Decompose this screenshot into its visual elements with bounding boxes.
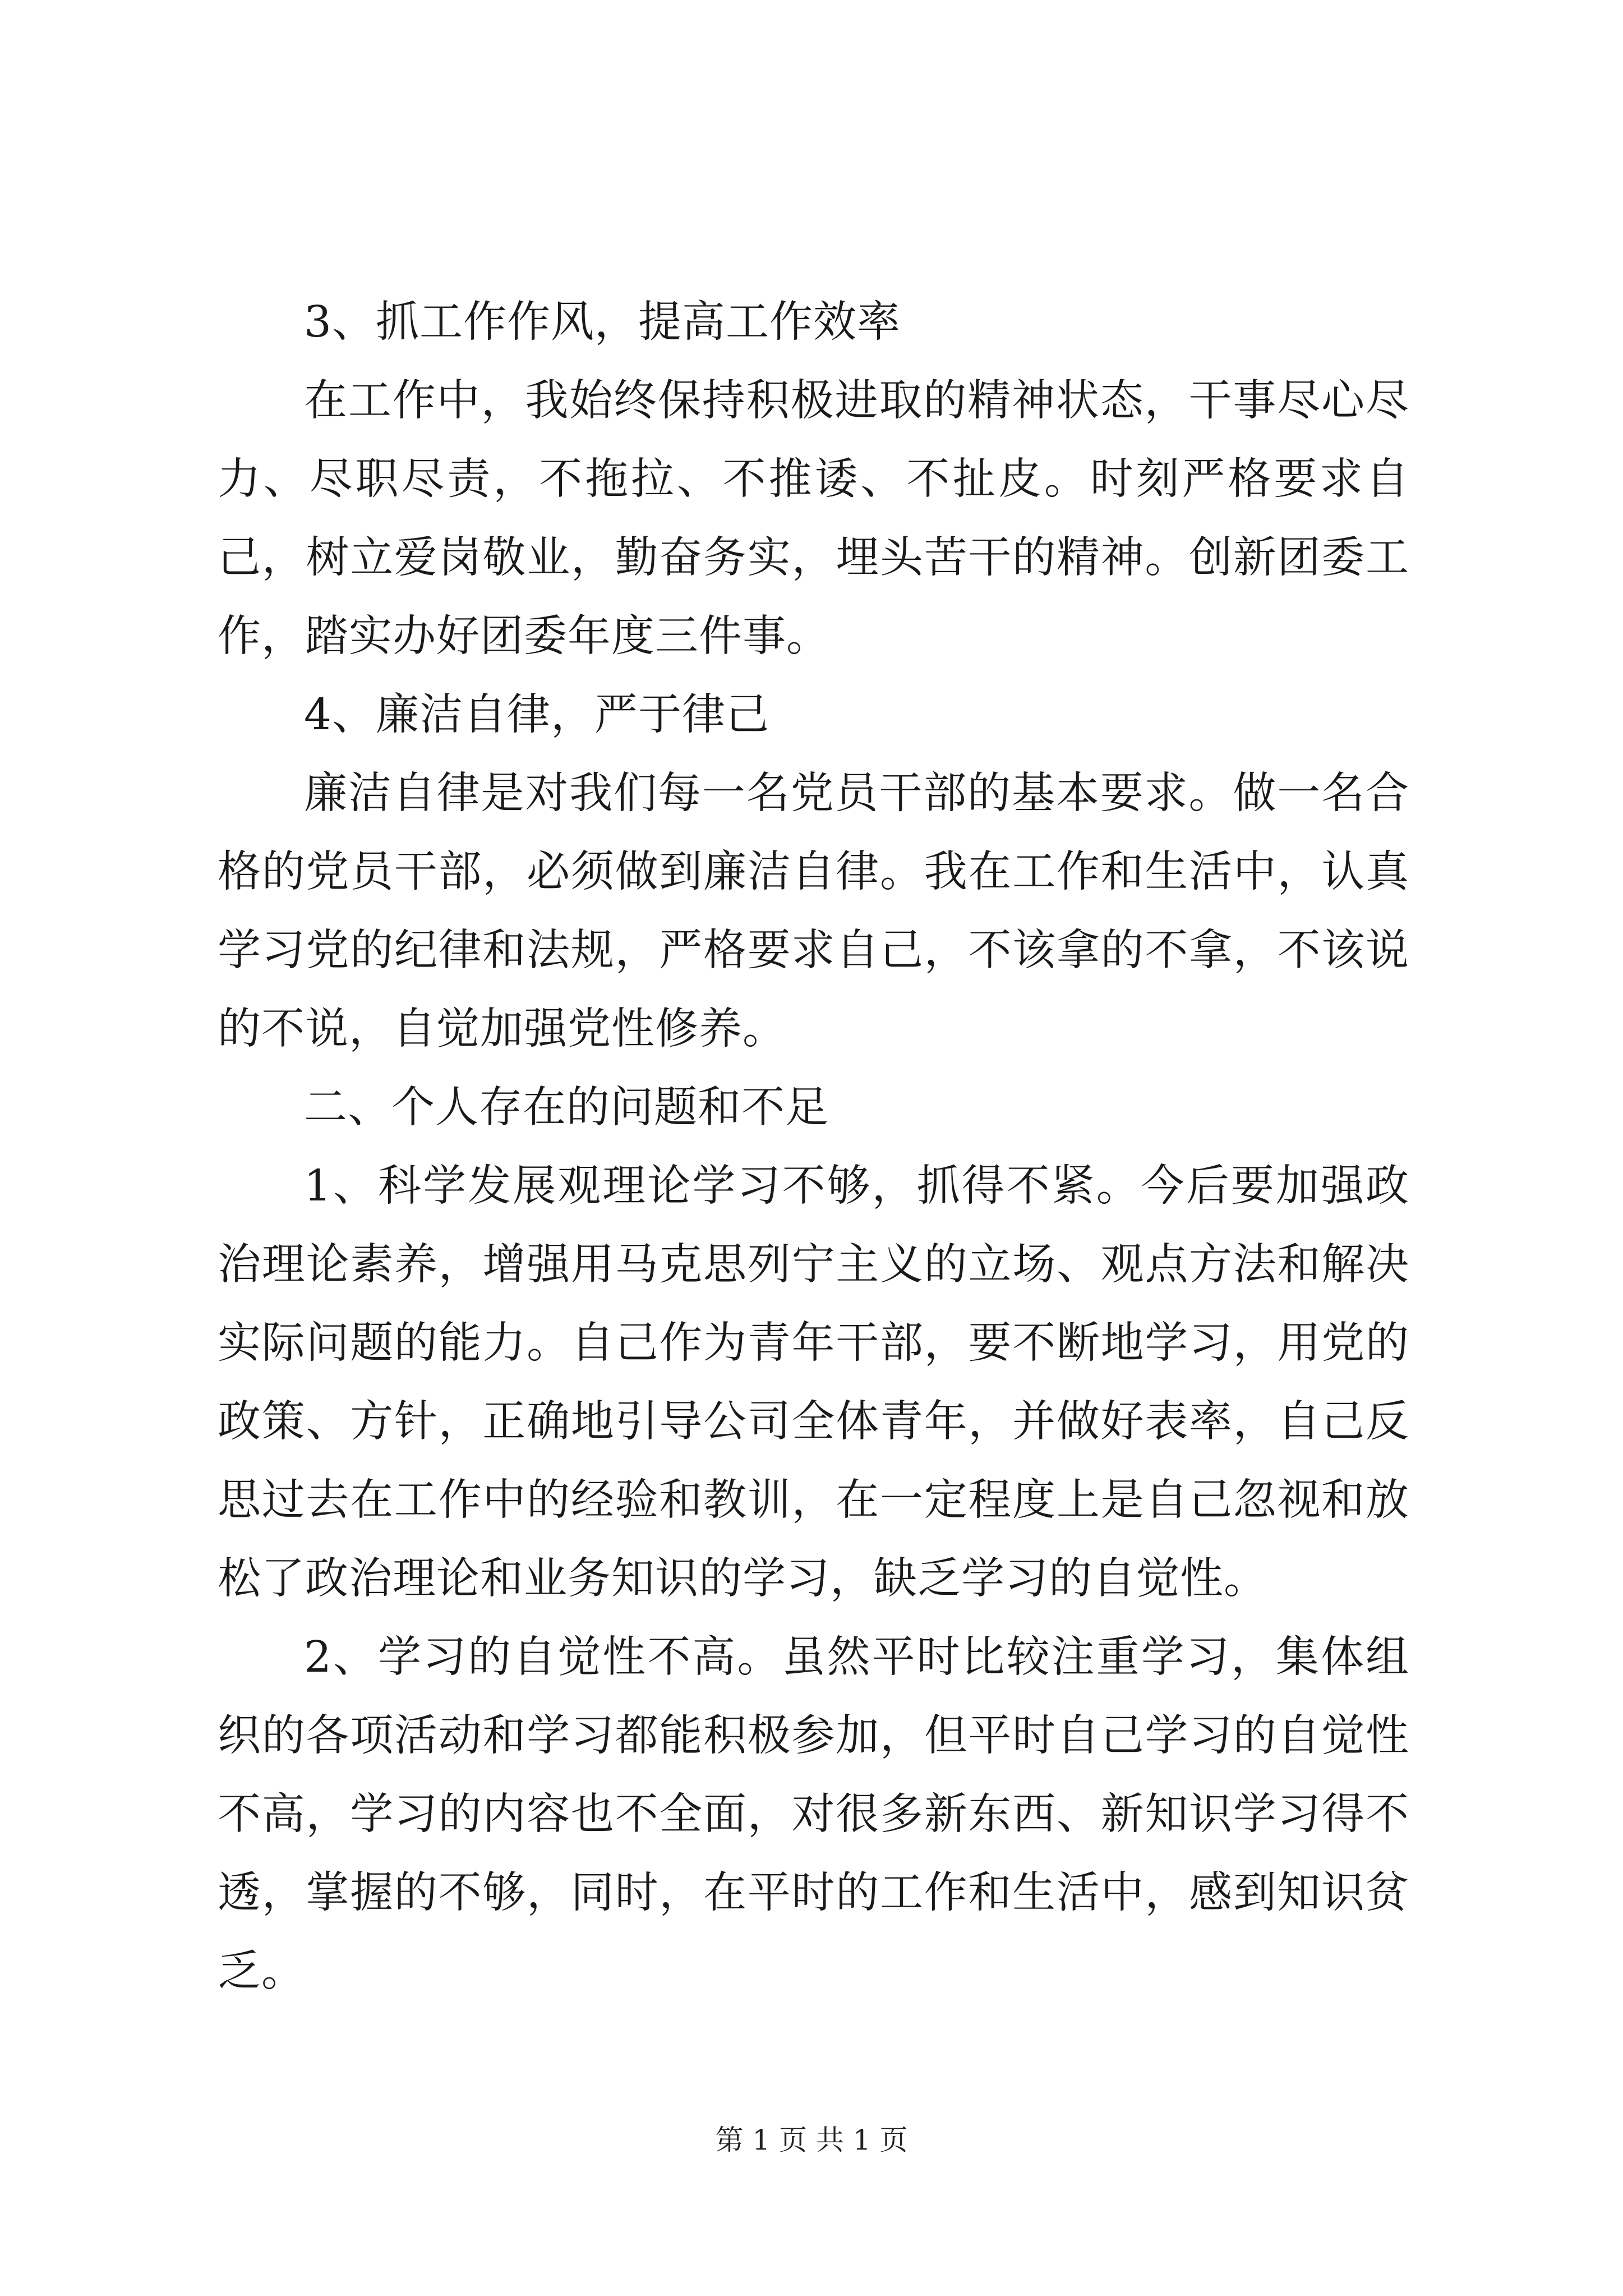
paragraph-problem-2: 2、学习的自觉性不高。虽然平时比较注重学习，集体组织的各项活动和学习都能积极参加，但平时自己学习的自觉性不高，学习的内容也不全面，对很多新东西、新知识学习得不透，掌握的不够，同时，在平时的工作和生活中，感到知识贫乏。: [218, 1632, 1409, 1996]
heading-self-discipline: 4、廉洁自律，严于律己: [304, 690, 769, 740]
paragraph-problem-1: 1、科学发展观理论学习不够，抓得不紧。今后要加强政治理论素养，增强用马克思列宁主义的立场、观点方法和解决实际问题的能力。自己作为青年干部，要不断地学习，用党的政策、方针，正确地引导公司全体青年，并做好表率，自己反思过去在工作中的经验和教训，在一定程度上是自己忽视和放松了政治理论和业务知识的学习，缺乏学习的自觉性。: [218, 1161, 1409, 1604]
document-body: [218, 283, 1409, 2011]
paragraph-work-style: 在工作中，我始终保持积极进取的精神状态，干事尽心尽力、尽职尽责，不拖拉、不推诿、不扯皮。时刻严格要求自己，树立爱岗敬业，勤奋务实，埋头苦干的精神。创新团委工作，踏实办好团委年度三件事。: [218, 376, 1409, 661]
paragraph-self-discipline: 廉洁自律是对我们每一名党员干部的基本要求。做一名合格的党员干部，必须做到廉洁自律。我在工作和生活中，认真学习党的纪律和法规，严格要求自己，不该拿的不拿，不该说的不说，自觉加强党性修养。: [218, 769, 1409, 1054]
heading-work-style: 3、抓工作作风，提高工作效率: [304, 297, 901, 347]
section-heading-problems: 二、个人存在的问题和不足: [304, 1083, 829, 1133]
page-number-footer: 第 1 页 共 1 页: [715, 2124, 908, 2156]
